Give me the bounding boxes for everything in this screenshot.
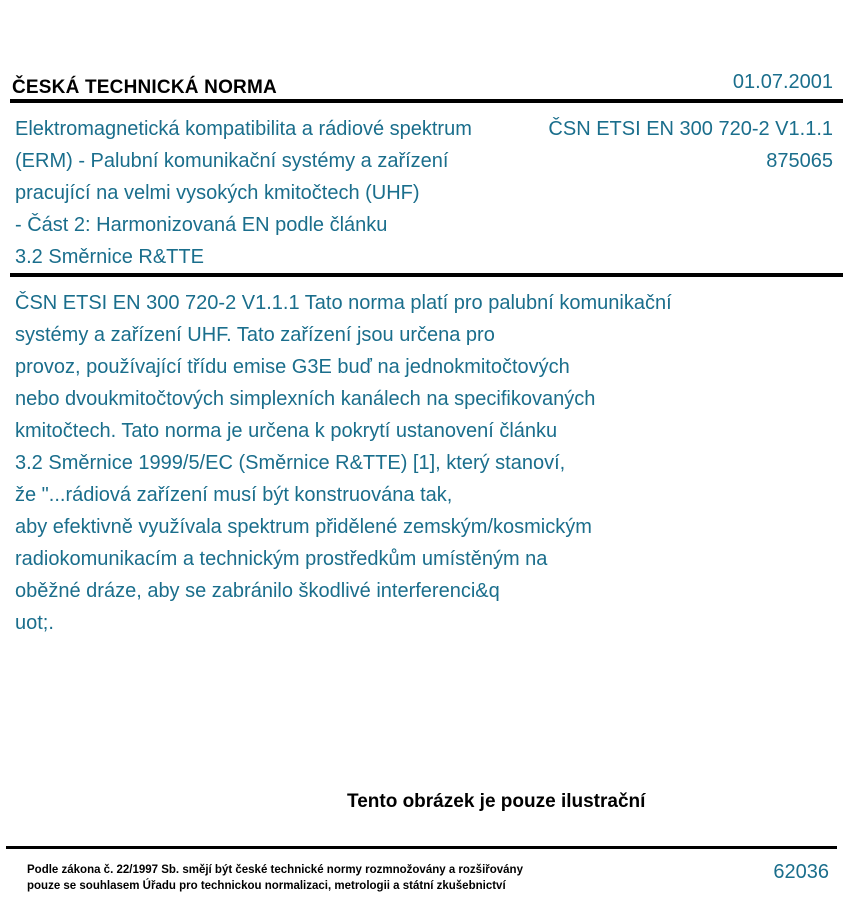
document-title-line: - Část 2: Harmonizovaná EN podle článku	[15, 214, 388, 236]
document-title-line: Elektromagnetická kompatibilita a rádiové spektrum	[15, 118, 472, 140]
footer-divider	[6, 846, 837, 849]
abstract-line: kmitočtech. Tato norma je určena k pokrytí ustanovení článku	[15, 420, 558, 442]
abstract-line: 3.2 Směrnice 1999/5/EC (Směrnice R&TTE) [1], který stanoví,	[15, 452, 566, 474]
abstract-line: systémy a zařízení UHF. Tato zařízení jsou určena pro	[15, 324, 495, 346]
abstract-line: aby efektivně využívala spektrum přidělené zemským/kosmickým	[15, 516, 592, 538]
abstract-line: ČSN ETSI EN 300 720-2 V1.1.1 Tato norma platí pro palubní komunikační	[15, 292, 672, 314]
abstract-line: uot;.	[15, 612, 54, 634]
abstract-line: radiokomunikacím a technickým prostředkům umístěným na	[15, 548, 548, 570]
legal-notice-line: pouze se souhlasem Úřadu pro technickou normalizaci, metrologii a státní zkušebnictví	[27, 880, 506, 892]
document-abstract	[15, 287, 775, 639]
publication-date: 01.07.2001	[732, 71, 833, 93]
header-divider	[10, 99, 843, 103]
abstract-line: že "...rádiová zařízení musí být konstruována tak,	[15, 484, 453, 506]
legal-notice	[27, 862, 523, 894]
legal-notice-line: Podle zákona č. 22/1997 Sb. smějí být české technické normy rozmnožovány a rozšiřovány	[27, 864, 523, 876]
abstract-line: oběžné dráze, aby se zabránilo škodlivé interferenci&q	[15, 580, 500, 602]
document-reference	[548, 113, 833, 177]
document-title-line: (ERM) - Palubní komunikační systémy a zařízení	[15, 150, 449, 172]
abstract-line: provoz, používající třídu emise G3E buď na jednokmitočtových	[15, 356, 570, 378]
illustration-note: Tento obrázek je pouze ilustrační	[347, 791, 646, 812]
standard-type-title: ČESKÁ TECHNICKÁ NORMA	[12, 77, 277, 98]
document-title-line: 3.2 Směrnice R&TTE	[15, 246, 204, 268]
standard-designation: ČSN ETSI EN 300 720-2 V1.1.1	[548, 118, 833, 140]
title-divider	[10, 273, 843, 277]
abstract-line: nebo dvoukmitočtových simplexních kanálech na specifikovaných	[15, 388, 596, 410]
document-title-line: pracující na velmi vysokých kmitočtech (UHF)	[15, 182, 420, 204]
document-title	[15, 113, 515, 273]
page-number: 62036	[773, 861, 829, 883]
catalog-number: 875065	[766, 150, 833, 172]
